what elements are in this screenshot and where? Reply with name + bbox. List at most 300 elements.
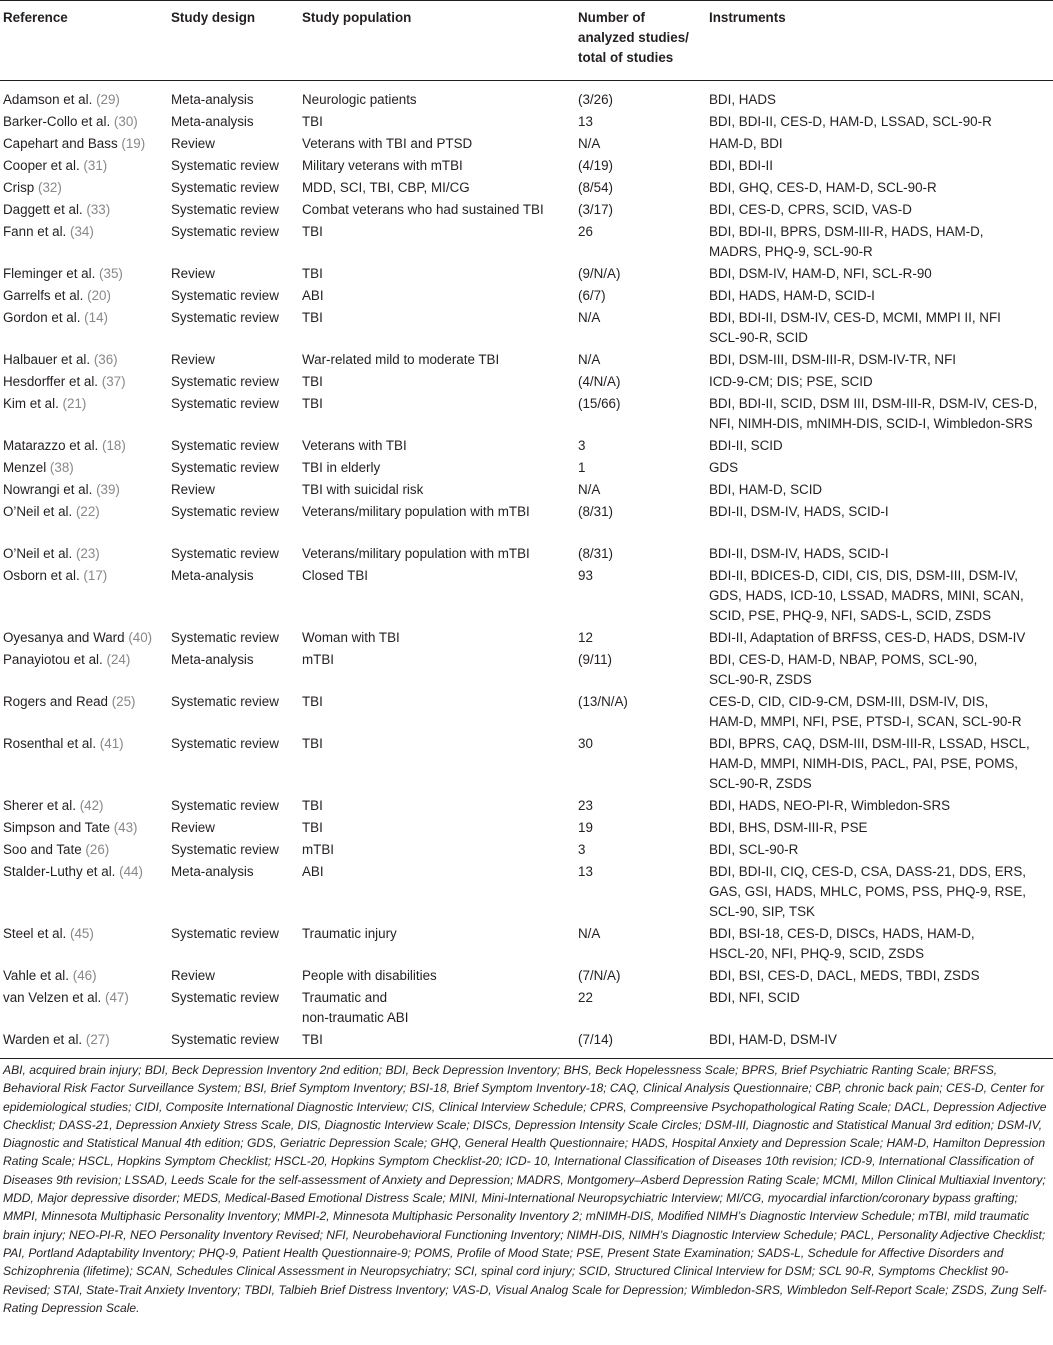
instruments-line: BDI-II, DSM-IV, HADS, SCID-I (709, 546, 889, 561)
reference-number: (19) (121, 136, 146, 151)
cell-study-population (299, 177, 575, 199)
population-line: TBI (302, 396, 323, 411)
instruments-line: CES-D, CID, CID-9-CM, DSM-III, DSM-IV, DIS, (709, 694, 989, 709)
cell-study-population (299, 155, 575, 177)
cell-instruments (706, 965, 1053, 987)
cell-analyzed-studies: (6/7) (578, 288, 606, 303)
population-line: TBI (302, 266, 323, 281)
reference-number: (46) (72, 968, 97, 983)
instruments-line: BDI-II, Adaptation of BRFSS, CES-D, HADS, DSM-IV (709, 630, 1026, 645)
table-row (0, 349, 1053, 371)
instruments-line: BDI, BDI-II, CES-D, HAM-D, LSSAD, SCL-90-R (709, 114, 992, 129)
instruments-line: BDI, BDI-II, DSM-IV, CES-D, MCMI, MMPI II, NFI (709, 310, 1001, 325)
reference-number: (33) (86, 202, 111, 217)
reference-author: Adamson et al. (3, 92, 93, 107)
table-row (0, 479, 1053, 501)
table-row (0, 861, 1053, 923)
reference-author: Kim et al. (3, 396, 59, 411)
cell-instruments (706, 987, 1053, 1029)
cell-analyzed-studies: (8/31) (578, 546, 613, 561)
cell-analyzed-studies: (7/N/A) (578, 968, 621, 983)
header-study-population: Study population (299, 1, 575, 81)
cell-reference (0, 965, 168, 987)
reference-number: (45) (70, 926, 94, 941)
instruments-line: BDI, HAM-D, SCID (709, 482, 823, 497)
cell-analyzed-studies: 23 (578, 798, 593, 813)
reference-author: O’Neil et al. (3, 504, 73, 519)
cell-reference (0, 1029, 168, 1059)
reference-number: (21) (62, 396, 87, 411)
reference-author: O’Neil et al. (3, 546, 73, 561)
instruments-line: GAS, GSI, HADS, MHLC, POMS, PSS, PHQ-9, RSE, (709, 884, 1026, 899)
reference-author: Crisp (3, 180, 35, 195)
cell-study-design: Review (171, 482, 215, 497)
cell-analyzed-studies: (15/66) (578, 396, 621, 411)
cell-analyzed-studies: 3 (578, 438, 586, 453)
table-body (0, 81, 1053, 1059)
population-line: TBI (302, 820, 323, 835)
instruments-line: SCL-90-R, SCID (709, 330, 808, 345)
cell-reference (0, 923, 168, 965)
cell-study-population (299, 307, 575, 349)
instruments-line: GDS, HADS, ICD-10, LSSAD, MADRS, MINI, SCAN, (709, 588, 1024, 603)
instruments-line: BDI, BDI-II (709, 158, 773, 173)
table-row (0, 177, 1053, 199)
reference-number: (22) (75, 504, 100, 519)
instruments-line: SCL-90-R, ZSDS (709, 672, 812, 687)
cell-study-population (299, 649, 575, 691)
cell-study-population (299, 733, 575, 795)
cell-study-population (299, 111, 575, 133)
cell-analyzed-studies: 19 (578, 820, 593, 835)
cell-reference (0, 111, 168, 133)
cell-reference (0, 133, 168, 155)
reference-author: Cooper et al. (3, 158, 80, 173)
cell-instruments (706, 1029, 1053, 1059)
cell-study-population (299, 691, 575, 733)
table-row (0, 155, 1053, 177)
cell-reference (0, 435, 168, 457)
reference-number: (35) (99, 266, 123, 281)
cell-study-population (299, 987, 575, 1029)
population-line: non-traumatic ABI (302, 1010, 409, 1025)
population-line: TBI (302, 374, 323, 389)
cell-study-population (299, 817, 575, 839)
reference-number: (42) (79, 798, 104, 813)
cell-reference (0, 263, 168, 285)
cell-study-population (299, 349, 575, 371)
reference-author: Vahle et al. (3, 968, 70, 983)
reference-number: (44) (119, 864, 143, 879)
cell-reference (0, 199, 168, 221)
table-row (0, 371, 1053, 393)
cell-study-design: Systematic review (171, 396, 279, 411)
cell-reference (0, 307, 168, 349)
cell-study-design: Review (171, 266, 215, 281)
reference-author: Simpson and Tate (3, 820, 110, 835)
references-table (0, 1, 1053, 1059)
header-study-design: Study design (168, 1, 299, 81)
instruments-line: BDI, BSI-18, CES-D, DISCs, HADS, HAM-D, (709, 926, 975, 941)
reference-number: (36) (93, 352, 118, 367)
instruments-line: HSCL-20, NFI, PHQ-9, SCID, ZSDS (709, 946, 925, 961)
population-line: mTBI (302, 842, 334, 857)
population-line: mTBI (302, 652, 334, 667)
cell-instruments (706, 221, 1053, 263)
population-line: TBI (302, 114, 323, 129)
cell-instruments (706, 861, 1053, 923)
header-analyzed-label: Number of analyzed studies/ total of studies (578, 10, 689, 65)
reference-author: Hesdorffer et al. (3, 374, 99, 389)
instruments-line: BDI, BPRS, CAQ, DSM-III, DSM-III-R, LSSAD, HSCL, (709, 736, 1030, 751)
cell-reference (0, 501, 168, 543)
cell-study-population (299, 543, 575, 565)
cell-analyzed-studies: 93 (578, 568, 593, 583)
reference-number: (47) (105, 990, 129, 1005)
table-row (0, 501, 1053, 543)
instruments-line: SCL-90-R, ZSDS (709, 776, 812, 791)
table-row (0, 987, 1053, 1029)
instruments-line: BDI, CES-D, HAM-D, NBAP, POMS, SCL-90, (709, 652, 978, 667)
cell-reference (0, 155, 168, 177)
table-row (0, 817, 1053, 839)
cell-analyzed-studies: (13/N/A) (578, 694, 628, 709)
table-row (0, 393, 1053, 435)
reference-number: (30) (113, 114, 138, 129)
population-line: TBI in elderly (302, 460, 381, 475)
population-line: People with disabilities (302, 968, 437, 983)
cell-reference (0, 479, 168, 501)
cell-instruments (706, 649, 1053, 691)
cell-reference (0, 565, 168, 627)
cell-instruments (706, 817, 1053, 839)
cell-analyzed-studies: 3 (578, 842, 586, 857)
cell-study-design: Review (171, 968, 215, 983)
population-line: Traumatic injury (302, 926, 397, 941)
instruments-line: BDI, BHS, DSM-III-R, PSE (709, 820, 868, 835)
cell-study-population (299, 133, 575, 155)
reference-number: (20) (87, 288, 111, 303)
instruments-line: BDI, NFI, SCID (709, 990, 800, 1005)
reference-author: Fleminger et al. (3, 266, 96, 281)
instruments-line: BDI, SCL-90-R (709, 842, 799, 857)
reference-number: (24) (106, 652, 131, 667)
cell-study-population (299, 393, 575, 435)
reference-author: Oyesanya and Ward (3, 630, 125, 645)
reference-number: (37) (101, 374, 126, 389)
cell-study-population (299, 839, 575, 861)
cell-analyzed-studies: (7/14) (575, 1029, 706, 1059)
cell-study-design: Systematic review (171, 158, 279, 173)
cell-reference (0, 81, 168, 112)
cell-analyzed-studies: (9/N/A) (578, 266, 621, 281)
reference-number: (14) (84, 310, 108, 325)
cell-study-design: Meta-analysis (171, 568, 254, 583)
cell-reference (0, 221, 168, 263)
cell-study-design: Systematic review (171, 546, 279, 561)
cell-study-population (299, 965, 575, 987)
cell-study-design: Systematic review (171, 180, 279, 195)
cell-study-design: Systematic review (171, 374, 279, 389)
cell-study-population (299, 501, 575, 543)
population-line: MDD, SCI, TBI, CBP, MI/CG (302, 180, 470, 195)
reference-number: (27) (85, 1032, 110, 1047)
cell-instruments (706, 307, 1053, 349)
header-reference: Reference (0, 1, 168, 81)
instruments-line: NFI, NIMH-DIS, mNIMH-DIS, SCID-I, Wimbledon-SRS (709, 416, 1033, 431)
table-row (0, 649, 1053, 691)
cell-study-design: Meta-analysis (171, 92, 254, 107)
cell-study-design: Systematic review (171, 694, 279, 709)
population-line: Military veterans with mTBI (302, 158, 463, 173)
reference-author: van Velzen et al. (3, 990, 102, 1005)
cell-instruments (706, 543, 1053, 565)
instruments-line: BDI, BDI-II, BPRS, DSM-III-R, HADS, HAM-D, (709, 224, 984, 239)
cell-reference (0, 839, 168, 861)
cell-reference (0, 543, 168, 565)
cell-instruments (706, 457, 1053, 479)
cell-instruments (706, 285, 1053, 307)
cell-study-design: Systematic review (171, 736, 279, 751)
reference-number: (29) (96, 92, 120, 107)
cell-instruments (706, 795, 1053, 817)
cell-instruments (706, 923, 1053, 965)
reference-author: Sherer et al. (3, 798, 76, 813)
instruments-line: BDI, HADS, HAM-D, SCID-I (709, 288, 875, 303)
cell-study-design: Review (171, 136, 215, 151)
cell-study-design: Meta-analysis (171, 864, 254, 879)
cell-instruments (706, 263, 1053, 285)
cell-analyzed-studies: 1 (578, 460, 586, 475)
instruments-line: BDI, DSM-IV, HAM-D, NFI, SCL-R-90 (709, 266, 932, 281)
table-row (0, 795, 1053, 817)
instruments-line: BDI, HADS (709, 92, 776, 107)
population-line: TBI (302, 694, 323, 709)
cell-study-design: Meta-analysis (171, 114, 254, 129)
reference-author: Garrelfs et al. (3, 288, 84, 303)
instruments-line: BDI, BDI-II, CIQ, CES-D, CSA, DASS-21, DDS, ERS, (709, 864, 1026, 879)
cell-study-population (299, 479, 575, 501)
reference-author: Menzel (3, 460, 47, 475)
cell-analyzed-studies: 26 (578, 224, 593, 239)
reference-number: (38) (49, 460, 74, 475)
reference-author: Osborn et al. (3, 568, 80, 583)
instruments-line: SCL-90, SIP, TSK (709, 904, 815, 919)
cell-instruments (706, 733, 1053, 795)
population-line: TBI (302, 736, 323, 751)
instruments-line: BDI-II, DSM-IV, HADS, SCID-I (709, 504, 889, 519)
cell-analyzed-studies: (3/26) (578, 92, 613, 107)
table-row (0, 965, 1053, 987)
table-row (0, 543, 1053, 565)
population-line: Combat veterans who had sustained TBI (302, 202, 544, 217)
abbreviations-footnote: ABI, acquired brain injury; BDI, Beck Depression Inventory 2nd edition; BDI, Beck Depression Inventory; BHS, Beck Hopelessness Scale; BPRS, Brief Psychiatric Ranting Scale; BRFSS, Behavioral Risk Factor Surveillance System; BSI, Brief Symptom Inventory; BSI-18, Brief Symptom Inventory-18; CAQ, Clinical Analysis Questionnaire; CBP, chronic back pain; CES-D, Center for epidemiological studies; CIDI, Composite International Diagnostic Interview; CIS, Clinical Interview Schedule; CPRS, Compreensive Psychopathological Rating Scale; DACL, Depression Adjective Checklist; DASS-21, Depression Anxiety Stress Scale, DIS, Diagnostic Interview Scale; DISCs, Depression Intensity Scale Circles; DSM-III, Diagnostic and Statistical Manual 3rd edition; DSM-IV, Diagnostic and Statistical Manual 4th edition; GDS, Geriatric Depression Scale; GHQ, General Health Questionnaire; HADS, Hospital Anxiety and Depression Scale; HAM-D, Hamilton Depression Rating Scale; HSCL, Hopkins Symptom Checklist; HSCL-20, Hopkins Symptom Checklist-20; ICD- 10, International Classification of Diseases 10th revision; ICD-9, International Classification of Diseases 9th revision; LSSAD, Leeds Scale for the self-assessment of Anxiety and Depression; MADRS, Montgomery–Asberd Depression Rating Scale; MCMI, Millon Clinical Multiaxial Inventory; MDD, Major depressive disorder; MEDS, Medical-Based Emotional Distress Scale; MINI, Mini-International Neuropsychiatric Interview; MI/CG, myocardial infarction/coronary bypass grafting; MMPI, Minnesota Multiphasic Personality Inventory; MMPI-2, Minnesota Multiphasic Personality Inventory 2; mNIMH-DIS, Modified NIMH’s Diagnostic Interview Schedule; mTBI, mild traumatic brain injury; NEO-PI-R, NEO Personality Inventory Revised; NFI, Neurobehavioral Functioning Inventory; NIMH-DIS, NIMH’s Diagnostic Interview Schedule; PACL, Personality Adjective Checklist; PAI, Portland Adaptability Inventory; PHQ-9, Patient Health Questionnaire-9; POMS, Profile of Mood State; PSE, Present State Examination; SADS-L, Schedule for Affective Disorders and Schizophrenia (lifetime); SCAN, Schedules Clinical Assessment in Neuropsychiatry; SCI, spinal cord injury; SCID, Structured Clinical Interview for DSM; SCL 90-R, Symptoms Checklist 90-Revised; STAI, State-Trait Anxiety Inventory; TBDI, Talbieh Brief Distress Inventory; VAS-D, Visual Analog Scale for Depression; Wimbledon-SRS, Wimbledon Self-Report Scale; ZSDS, Zung Self-Rating Depression Scale. (3, 1063, 1047, 1315)
population-line: ABI (302, 864, 324, 879)
population-line: Veterans with TBI (302, 438, 407, 453)
table-row (0, 111, 1053, 133)
cell-reference (0, 177, 168, 199)
reference-author: Rogers and Read (3, 694, 108, 709)
cell-study-design: Systematic review (171, 842, 279, 857)
cell-study-design: Systematic review (171, 504, 279, 519)
reference-number: (18) (102, 438, 126, 453)
cell-study-population (299, 285, 575, 307)
cell-study-design: Systematic review (171, 438, 279, 453)
reference-number: (43) (113, 820, 138, 835)
reference-number: (39) (96, 482, 120, 497)
cell-study-design: Meta-analysis (171, 652, 254, 667)
cell-analyzed-studies: 12 (578, 630, 593, 645)
table-row (0, 565, 1053, 627)
table-row (0, 221, 1053, 263)
population-line: Neurologic patients (302, 92, 417, 107)
reference-author: Panayiotou et al. (3, 652, 103, 667)
cell-study-population (299, 861, 575, 923)
instruments-line: SCID, PSE, PHQ-9, NFI, SADS-L, SCID, ZSDS (709, 608, 992, 623)
cell-study-design: Review (171, 352, 215, 367)
cell-study-population (299, 627, 575, 649)
table-row (0, 733, 1053, 795)
instruments-line: BDI, HADS, NEO-PI-R, Wimbledon-SRS (709, 798, 951, 813)
table-row (0, 133, 1053, 155)
cell-study-population (299, 81, 575, 112)
cell-instruments (706, 199, 1053, 221)
reference-number: (32) (37, 180, 62, 195)
reference-number: (40) (128, 630, 153, 645)
cell-analyzed-studies: N/A (578, 310, 601, 325)
cell-instruments (706, 349, 1053, 371)
reference-number: (25) (111, 694, 136, 709)
cell-reference (0, 371, 168, 393)
cell-study-population (299, 435, 575, 457)
table-row (0, 285, 1053, 307)
reference-author: Barker-Collo et al. (3, 114, 111, 129)
population-line: TBI (302, 1032, 323, 1047)
instruments-line: BDI, HAM-D, DSM-IV (709, 1032, 837, 1047)
cell-study-design: Systematic review (171, 224, 279, 239)
cell-analyzed-studies: N/A (578, 136, 601, 151)
table-row (0, 307, 1053, 349)
cell-reference (0, 817, 168, 839)
cell-instruments (706, 155, 1053, 177)
cell-instruments (706, 177, 1053, 199)
cell-instruments (706, 839, 1053, 861)
instruments-line: HAM-D, MMPI, NFI, PSE, PTSD-I, SCAN, SCL-90-R (709, 714, 1022, 729)
cell-analyzed-studies: (8/54) (578, 180, 613, 195)
cell-analyzed-studies: 22 (578, 990, 593, 1005)
reference-author: Steel et al. (3, 926, 67, 941)
table-row (0, 691, 1053, 733)
population-line: TBI with suicidal risk (302, 482, 424, 497)
cell-study-design: Systematic review (171, 310, 279, 325)
table-row (0, 263, 1053, 285)
population-line: Closed TBI (302, 568, 368, 583)
cell-study-population (299, 221, 575, 263)
cell-analyzed-studies: N/A (578, 482, 601, 497)
table-header-row (0, 1, 1053, 81)
cell-reference (0, 691, 168, 733)
cell-reference (0, 285, 168, 307)
reference-number: (41) (99, 736, 124, 751)
instruments-line: BDI-II, BDICES-D, CIDI, CIS, DIS, DSM-III, DSM-IV, (709, 568, 1019, 583)
header-analyzed-studies (575, 1, 706, 81)
cell-analyzed-studies: N/A (578, 352, 601, 367)
cell-instruments (706, 479, 1053, 501)
cell-analyzed-studies: (4/N/A) (578, 374, 621, 389)
cell-study-population (299, 263, 575, 285)
population-line: ABI (302, 288, 324, 303)
reference-number: (26) (85, 842, 110, 857)
cell-study-population (299, 1029, 575, 1059)
cell-instruments (706, 435, 1053, 457)
table-row (0, 923, 1053, 965)
cell-study-population (299, 371, 575, 393)
cell-analyzed-studies: (4/19) (578, 158, 613, 173)
cell-study-population (299, 199, 575, 221)
cell-analyzed-studies: 30 (578, 736, 593, 751)
cell-analyzed-studies: N/A (578, 926, 601, 941)
reference-author: Capehart and Bass (3, 136, 118, 151)
reference-author: Nowrangi et al. (3, 482, 93, 497)
cell-instruments (706, 627, 1053, 649)
reference-author: Gordon et al. (3, 310, 81, 325)
reference-author: Stalder-Luthy et al. (3, 864, 116, 879)
instruments-line: BDI, BSI, CES-D, DACL, MEDS, TBDI, ZSDS (709, 968, 980, 983)
reference-author: Halbauer et al. (3, 352, 91, 367)
instruments-line: BDI, CES-D, CPRS, SCID, VAS-D (709, 202, 912, 217)
instruments-line: GDS (709, 460, 739, 475)
reference-author: Soo and Tate (3, 842, 82, 857)
cell-instruments (706, 691, 1053, 733)
cell-reference (0, 649, 168, 691)
table-row (0, 627, 1053, 649)
reference-author: Warden et al. (3, 1032, 83, 1047)
table-row (0, 457, 1053, 479)
cell-study-design: Review (171, 820, 215, 835)
cell-reference (0, 987, 168, 1029)
cell-study-design: Systematic review (168, 1029, 299, 1059)
reference-author: Matarazzo et al. (3, 438, 99, 453)
cell-reference (0, 393, 168, 435)
cell-analyzed-studies: (9/11) (578, 652, 612, 667)
cell-analyzed-studies: 13 (578, 864, 593, 879)
cell-instruments (706, 81, 1053, 112)
cell-study-population (299, 457, 575, 479)
instruments-line: HAM-D, MMPI, NIMH-DIS, PACL, PAI, PSE, POMS, (709, 756, 1019, 771)
instruments-line: MADRS, PHQ-9, SCL-90-R (709, 244, 873, 259)
population-line: Veterans with TBI and PTSD (302, 136, 473, 151)
reference-number: (23) (75, 546, 100, 561)
instruments-line: BDI, BDI-II, SCID, DSM III, DSM-III-R, DSM-IV, CES-D, (709, 396, 1038, 411)
reference-number: (31) (83, 158, 108, 173)
instruments-line: BDI, DSM-III, DSM-III-R, DSM-IV-TR, NFI (709, 352, 956, 367)
cell-study-design: Systematic review (171, 926, 279, 941)
cell-reference (0, 627, 168, 649)
cell-reference (0, 733, 168, 795)
reference-author: Fann et al. (3, 224, 67, 239)
cell-study-design: Systematic review (171, 202, 279, 217)
reference-author: Rosenthal et al. (3, 736, 97, 751)
cell-study-design: Systematic review (171, 630, 279, 645)
cell-study-population (299, 795, 575, 817)
reference-author: Daggett et al. (3, 202, 83, 217)
reference-number: (34) (70, 224, 94, 239)
cell-instruments (706, 501, 1053, 543)
instruments-line: HAM-D, BDI (709, 136, 783, 151)
instruments-line: ICD-9-CM; DIS; PSE, SCID (709, 374, 873, 389)
cell-reference (0, 349, 168, 371)
cell-study-population (299, 923, 575, 965)
